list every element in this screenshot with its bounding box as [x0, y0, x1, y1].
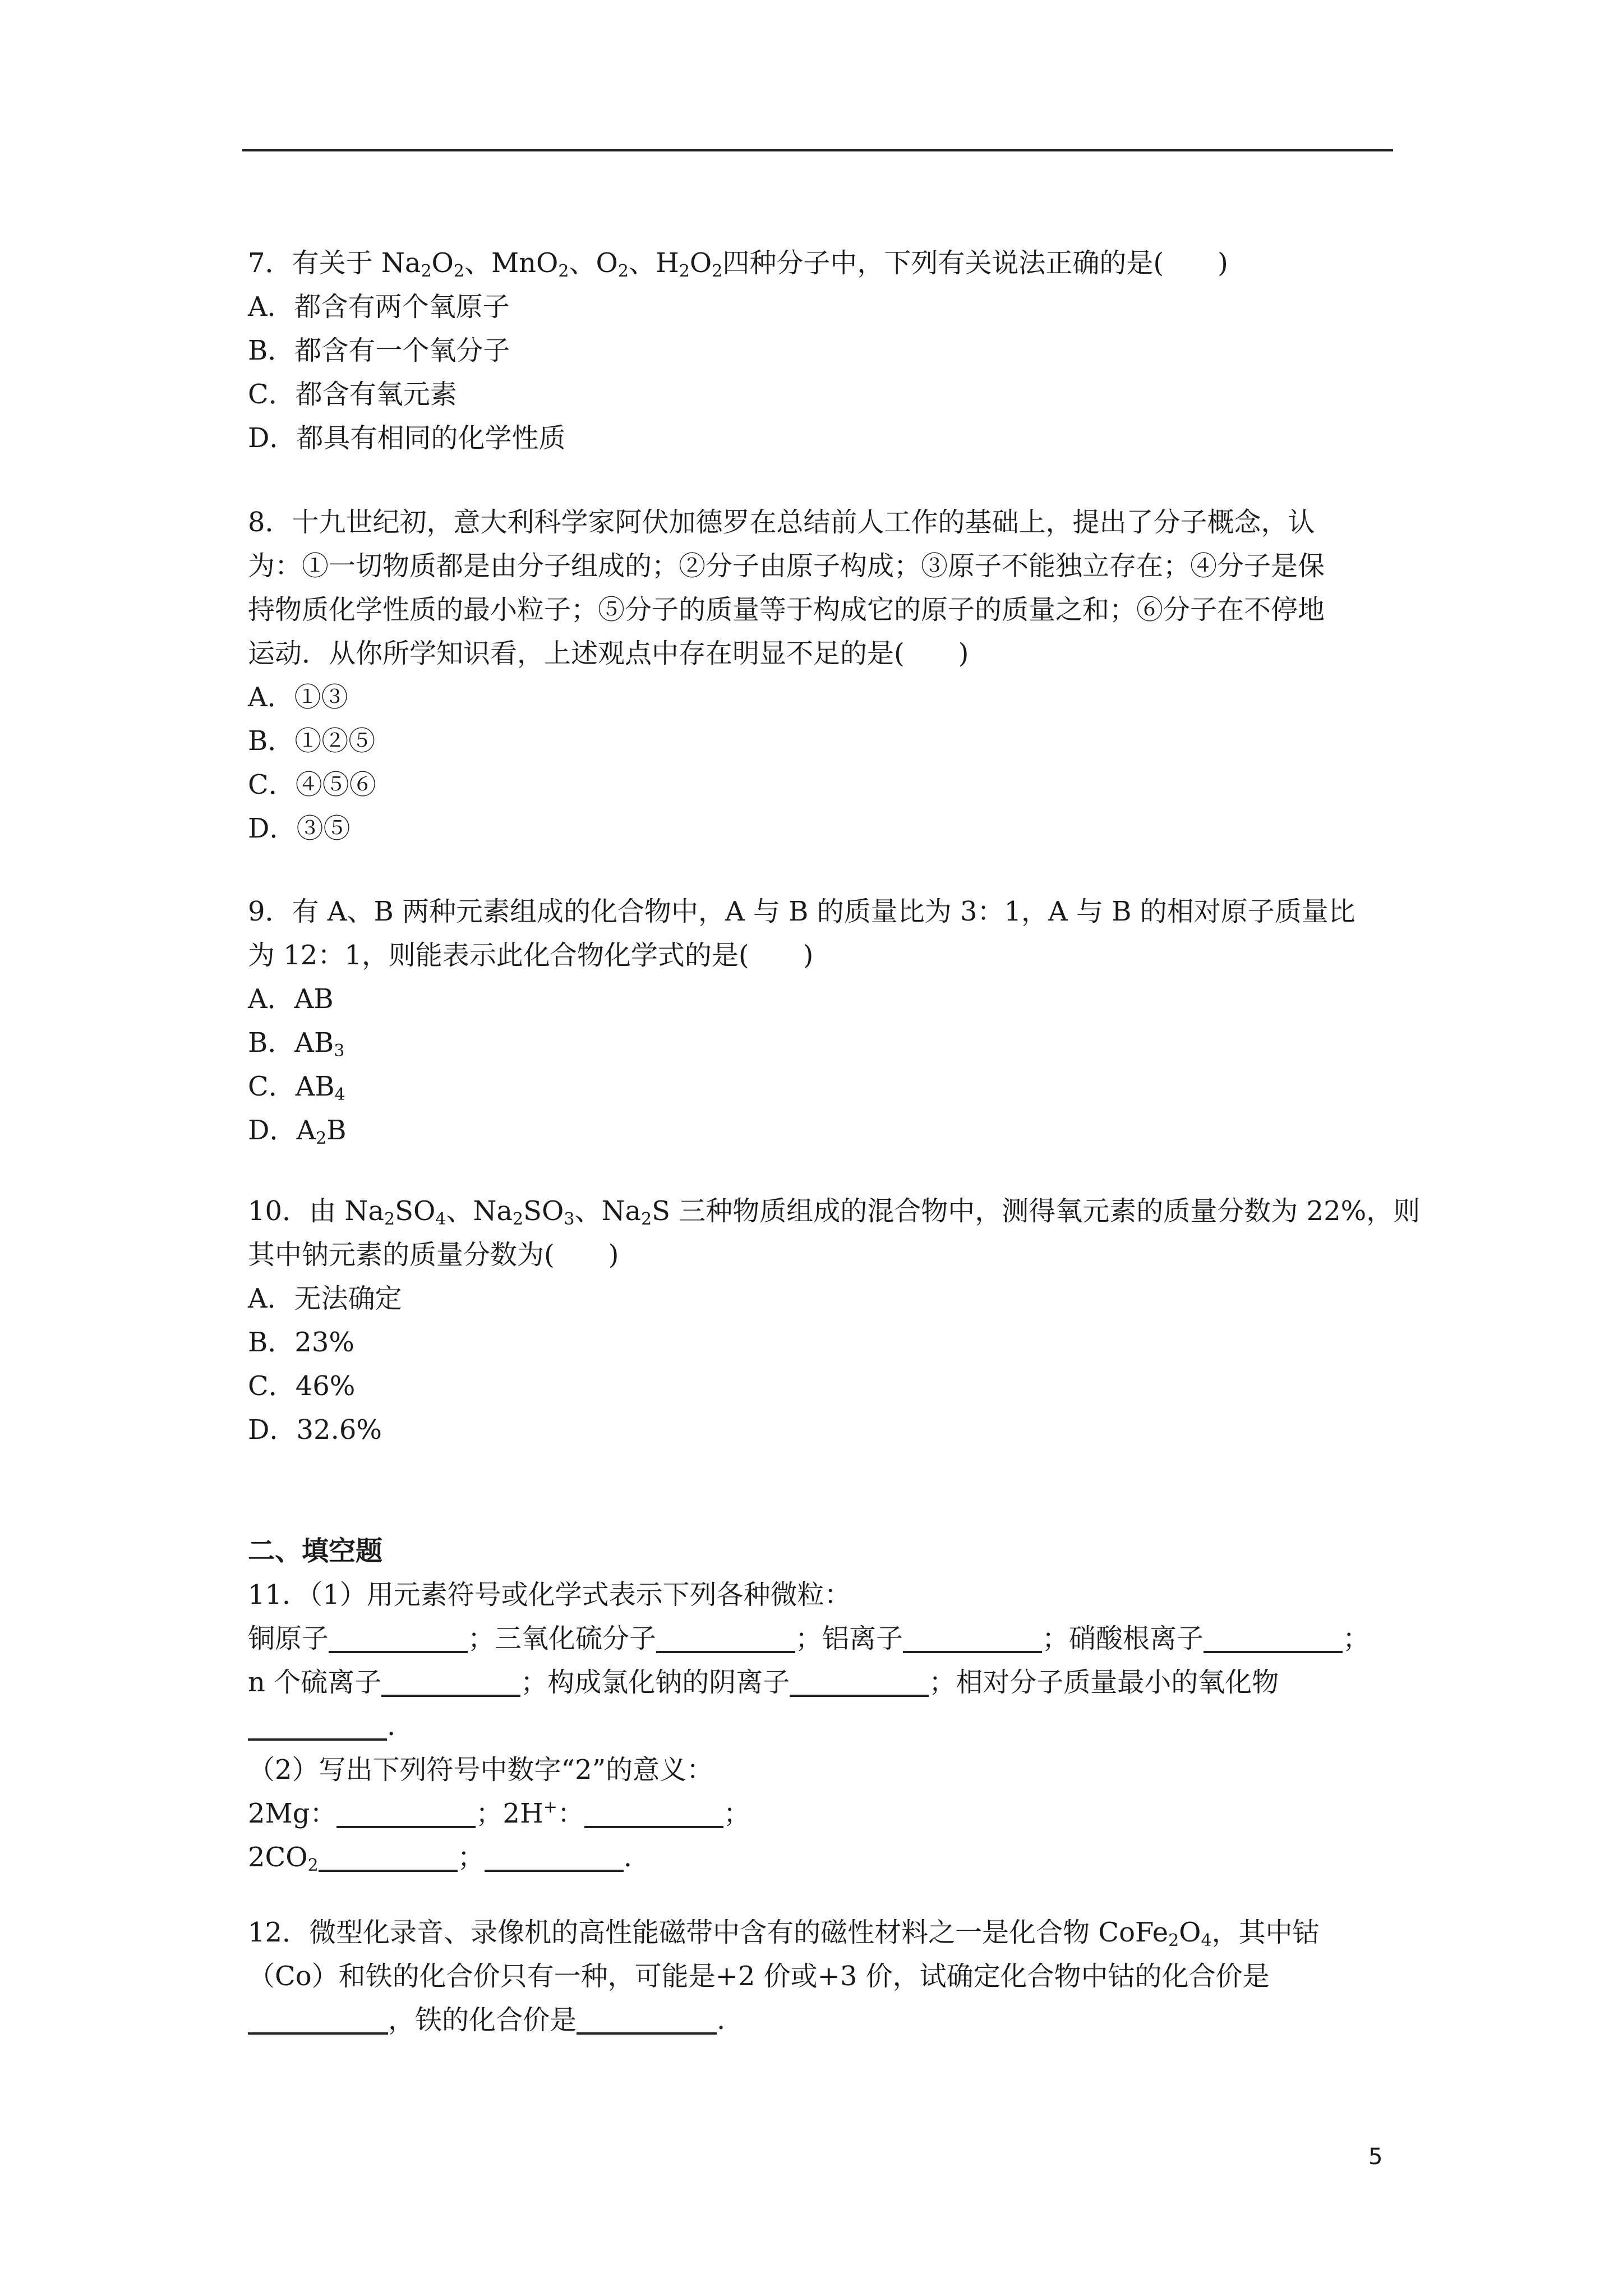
q7-f4c: 2 [712, 261, 723, 281]
q11-line-3 [248, 1660, 1279, 1704]
q9-option-b-sub: 3 [334, 1041, 345, 1061]
q11-co2-sub: 2 [307, 1856, 319, 1875]
q10-l1f: S 三种物质组成的混合物中，测得氧元素的质量分数为 22%，则 [652, 1195, 1421, 1227]
q8-option-c: C．④⑤⑥ [248, 769, 376, 800]
q12-l3-dot: . [717, 2004, 726, 2036]
q11-h-sup: + [543, 1797, 557, 1817]
q11-ns-label: n 个硫离子 [248, 1667, 382, 1698]
q8-stem-line-4: 运动．从你所学知识看，上述观点中存在明显不足的是( ) [248, 638, 969, 669]
q10-s5: 2 [641, 1209, 652, 1229]
q9-option-b [248, 1021, 344, 1065]
q12-l1c: ，其中钴 [1211, 1917, 1320, 1948]
q11-h-label-a: ；2H [476, 1798, 543, 1829]
answer-blank[interactable] [656, 1622, 795, 1653]
q10-l1a: 10．由 Na [248, 1195, 384, 1227]
q10-s1: 2 [384, 1209, 395, 1229]
q7-sep1: 、MnO [464, 247, 559, 279]
q11-co2-dot: . [623, 1842, 632, 1873]
q7-option-c: C．都含有氧元素 [248, 379, 457, 410]
q9-option-d [248, 1108, 347, 1152]
q9-option-c-sub: 4 [334, 1085, 345, 1105]
answer-blank[interactable] [1204, 1622, 1343, 1653]
q8-option-b: B．①②⑤ [248, 725, 376, 757]
q7-stem-b: 四种分子中，下列有关说法正确的是( ) [722, 247, 1228, 279]
answer-blank[interactable] [903, 1622, 1042, 1653]
q11-end-dot: . [387, 1710, 396, 1742]
answer-blank[interactable] [381, 1665, 520, 1697]
q10-option-c: C．46% [248, 1370, 356, 1402]
q11-line-6 [248, 1792, 750, 1835]
q7-stem-a: 7．有关于 [248, 247, 381, 279]
q9-option-c-text: C．AB [248, 1071, 335, 1102]
q10-l1e: 、Na [574, 1195, 642, 1227]
q8-stem-line-3: 持物质化学性质的最小粒子；⑤分子的质量等于构成它的原子的质量之和；⑥分子在不停地 [248, 594, 1325, 625]
answer-blank[interactable] [248, 2003, 388, 2035]
q7-option-b: B．都含有一个氧分子 [248, 335, 510, 366]
q8-stem-line-2: 为：①一切物质都是由分子组成的；②分子由原子构成；③原子不能独立存在；④分子是保 [248, 550, 1325, 582]
q9-option-b-text: B．AB [248, 1027, 334, 1059]
q11-part2-prompt: （2）写出下列符号中数字“2”的意义： [248, 1754, 714, 1786]
q11-semi: ； [723, 1798, 750, 1829]
q12-s2: 4 [1201, 1931, 1212, 1950]
q12-s1: 2 [1168, 1931, 1179, 1950]
q10-stem-line-1 [248, 1189, 1420, 1233]
q10-l1d: SO [523, 1195, 564, 1227]
q7-f1d: 2 [453, 261, 464, 281]
page-number: 5 [1368, 2144, 1383, 2170]
q7-f1b: 2 [421, 261, 432, 281]
q9-option-d-text: D．A [248, 1115, 316, 1146]
q9-option-a: A．AB [248, 983, 334, 1015]
q11-cu-label: 铜原子 [248, 1623, 329, 1654]
q11-end-semi: ； [1343, 1623, 1370, 1654]
q12-stem-line-2: （Co）和铁的化合价只有一种，可能是+2 价或+3 价，试确定化合物中钴的化合价是 [248, 1961, 1270, 1992]
q10-s4: 3 [564, 1209, 575, 1229]
q9-option-d-tail: B [326, 1115, 347, 1146]
q7-sep2: 、O [569, 247, 618, 279]
q8-option-a: A．①③ [248, 682, 348, 713]
q8-option-d: D．③⑤ [248, 813, 351, 844]
answer-blank[interactable] [248, 1709, 387, 1741]
header-rule [242, 149, 1393, 151]
q11-min-label: ；相对分子质量最小的氧化物 [929, 1667, 1279, 1698]
q11-line-4 [248, 1704, 395, 1748]
answer-blank[interactable] [319, 1841, 458, 1872]
q11-line-2 [248, 1617, 1370, 1660]
q12-l3-comma: ，铁的化合价是 [388, 2004, 577, 2036]
q9-option-c [248, 1065, 345, 1108]
q7-f4b: O [689, 247, 712, 279]
q10-s2: 4 [435, 1209, 446, 1229]
q11-co2-semi: ； [457, 1842, 485, 1873]
q10-option-a: A．无法确定 [248, 1283, 402, 1314]
q11-line-7 [248, 1835, 632, 1879]
q9-option-d-sub: 2 [316, 1129, 327, 1148]
q7-f2b: 2 [558, 261, 569, 281]
section-2-title: 二、填空题 [248, 1535, 383, 1567]
q10-option-b: B．23% [248, 1327, 354, 1358]
q10-l1c: 、Na [446, 1195, 513, 1227]
q10-l1b: SO [395, 1195, 436, 1227]
answer-blank[interactable] [790, 1665, 929, 1697]
q11-h-label-b: ： [557, 1798, 584, 1829]
q9-stem-line-2: 为 12：1，则能表示此化合物化学式的是( ) [248, 940, 814, 971]
question-7-stem [248, 241, 1228, 285]
answer-blank[interactable] [485, 1841, 624, 1872]
q12-l1a: 12．微型化录音、录像机的高性能磁带中含有的磁性材料之一是化合物 CoFe [248, 1917, 1169, 1948]
q12-stem-line-1 [248, 1911, 1320, 1954]
q10-option-d: D．32.6% [248, 1414, 382, 1446]
q8-stem-line-1: 8．十九世纪初，意大利科学家阿伏加德罗在总结前人工作的基础上，提出了分子概念，认 [248, 507, 1315, 538]
answer-blank[interactable] [336, 1797, 476, 1828]
q7-f4a: 2 [679, 261, 690, 281]
answer-blank[interactable] [329, 1622, 468, 1653]
q7-f3b: 2 [617, 261, 629, 281]
q12-stem-line-3 [248, 1998, 725, 2042]
q12-l1b: O [1179, 1917, 1201, 1948]
answer-blank[interactable] [584, 1797, 723, 1828]
q11-cl-label: ；构成氯化钠的阴离子 [520, 1667, 790, 1698]
q9-stem-line-1: 9．有 A、B 两种元素组成的化合物中，A 与 B 的质量比为 3：1，A 与 B 的相对原子质量比 [248, 896, 1355, 927]
q10-s3: 2 [513, 1209, 524, 1229]
q7-f1c: O [431, 247, 454, 279]
q11-so3-label: ；三氧化硫分子 [468, 1623, 657, 1654]
q7-f1a: Na [381, 247, 421, 279]
q7-option-a: A．都含有两个氧原子 [248, 291, 510, 323]
q11-co2-a: 2CO [248, 1842, 308, 1873]
answer-blank[interactable] [577, 2003, 717, 2035]
q11-mg-label: 2Mg： [248, 1798, 337, 1829]
q11-al-label: ；铝离子 [795, 1623, 903, 1654]
q10-stem-line-2: 其中钠元素的质量分数为( ) [248, 1239, 619, 1271]
q11-part1-prompt: 11．（1）用元素符号或化学式表示下列各种微粒： [248, 1579, 851, 1611]
q7-sep3: 、H [628, 247, 679, 279]
q11-no3-label: ；硝酸根离子 [1042, 1623, 1204, 1654]
q7-option-d: D．都具有相同的化学性质 [248, 422, 566, 454]
